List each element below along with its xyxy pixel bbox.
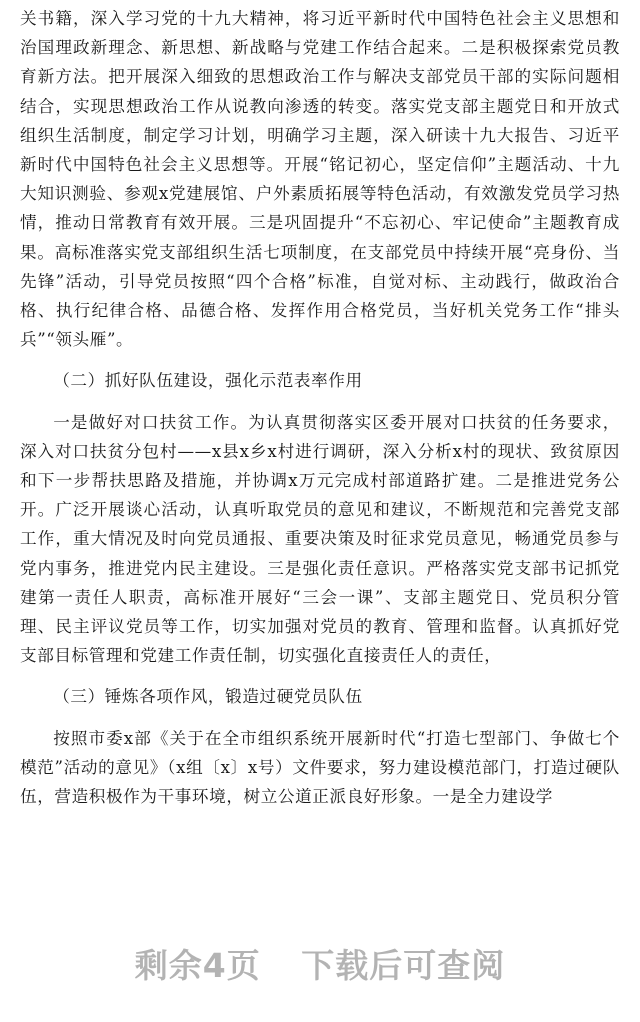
document-body: [20, 4, 620, 811]
paragraph-team-building: 一是做好对口扶贫工作。为认真贯彻落实区委开展对口扶贫的任务要求，深入对口扶贫分包村——x县x乡x村进行调研，深入分析x村的现状、致贫原因和下一步帮扶思路及措施，并协调x万元完成村部道路扩建。二是推进党务公开。广泛开展谈心活动，认真听取党员的意见和建议，不断规范和完善党支部工作，重大情况及时向党员通报、重要决策及时征求党员意见，畅通党员参与党内事务，推进党内民主建设。三是强化责任意识。严格落实党支部书记抓党建第一责任人职责，高标准开展好“三会一课”、支部主题党日、党员积分管理、民主评议党员等工作，切实加强对党员的教育、管理和监督。认真抓好党支部目标管理和党建工作责任制，切实强化直接责任人的责任，: [20, 412, 620, 666]
paragraph-work-style: 按照市委x部《关于在全市组织系统开展新时代“打造七型部门、争做七个模范”活动的意见》（x组〔x〕x号）文件要求，努力建设模范部门，打造过硬队伍，营造积极作为干事环境，树立公道正派良好形象。一是全力建设学: [20, 728, 620, 807]
remaining-pages-text: 剩余4页: [134, 946, 261, 985]
paragraph-party-education: 关书籍，深入学习党的十九大精神，将习近平新时代中国特色社会主义思想和治国理政新理念、新思想、新战略与党建工作结合起来。二是积极探索党员教育新方法。把开展深入细致的思想政治工作与解决支部党员干部的实际问题相结合，实现思想政治工作从说教向渗透的转变。落实党支部主题党日和开放式组织生活制度，制定学习计划，明确学习主题，深入研读十九大报告、习近平新时代中国特色社会主义思想等。开展“铭记初心，坚定信仰”主题活动、十九大知识测验、参观x党建展馆、户外素质拓展等特色活动，有效激发党员学习热情，推动日常教育有效开展。三是巩固提升“不忘初心、牢记使命”主题教育成果。高标准落实党支部组织生活七项制度，在支部党员中持续开展“亮身份、当先锋”活动，引导党员按照“四个合格”标准，自觉对标、主动践行，做政治合格、执行纪律合格、品德合格、发挥作用合格党员，当好机关党务工作“排头兵”“领头雁”。: [20, 9, 620, 350]
download-to-view-text: 下载后可查阅: [301, 946, 506, 985]
remaining-pages-banner: [0, 940, 640, 987]
section-heading-work-style: （三）锤炼各项作风，锻造过硬党员队伍: [53, 687, 363, 707]
section-heading-team-building: （二）抓好队伍建设，强化示范表率作用: [53, 371, 363, 391]
